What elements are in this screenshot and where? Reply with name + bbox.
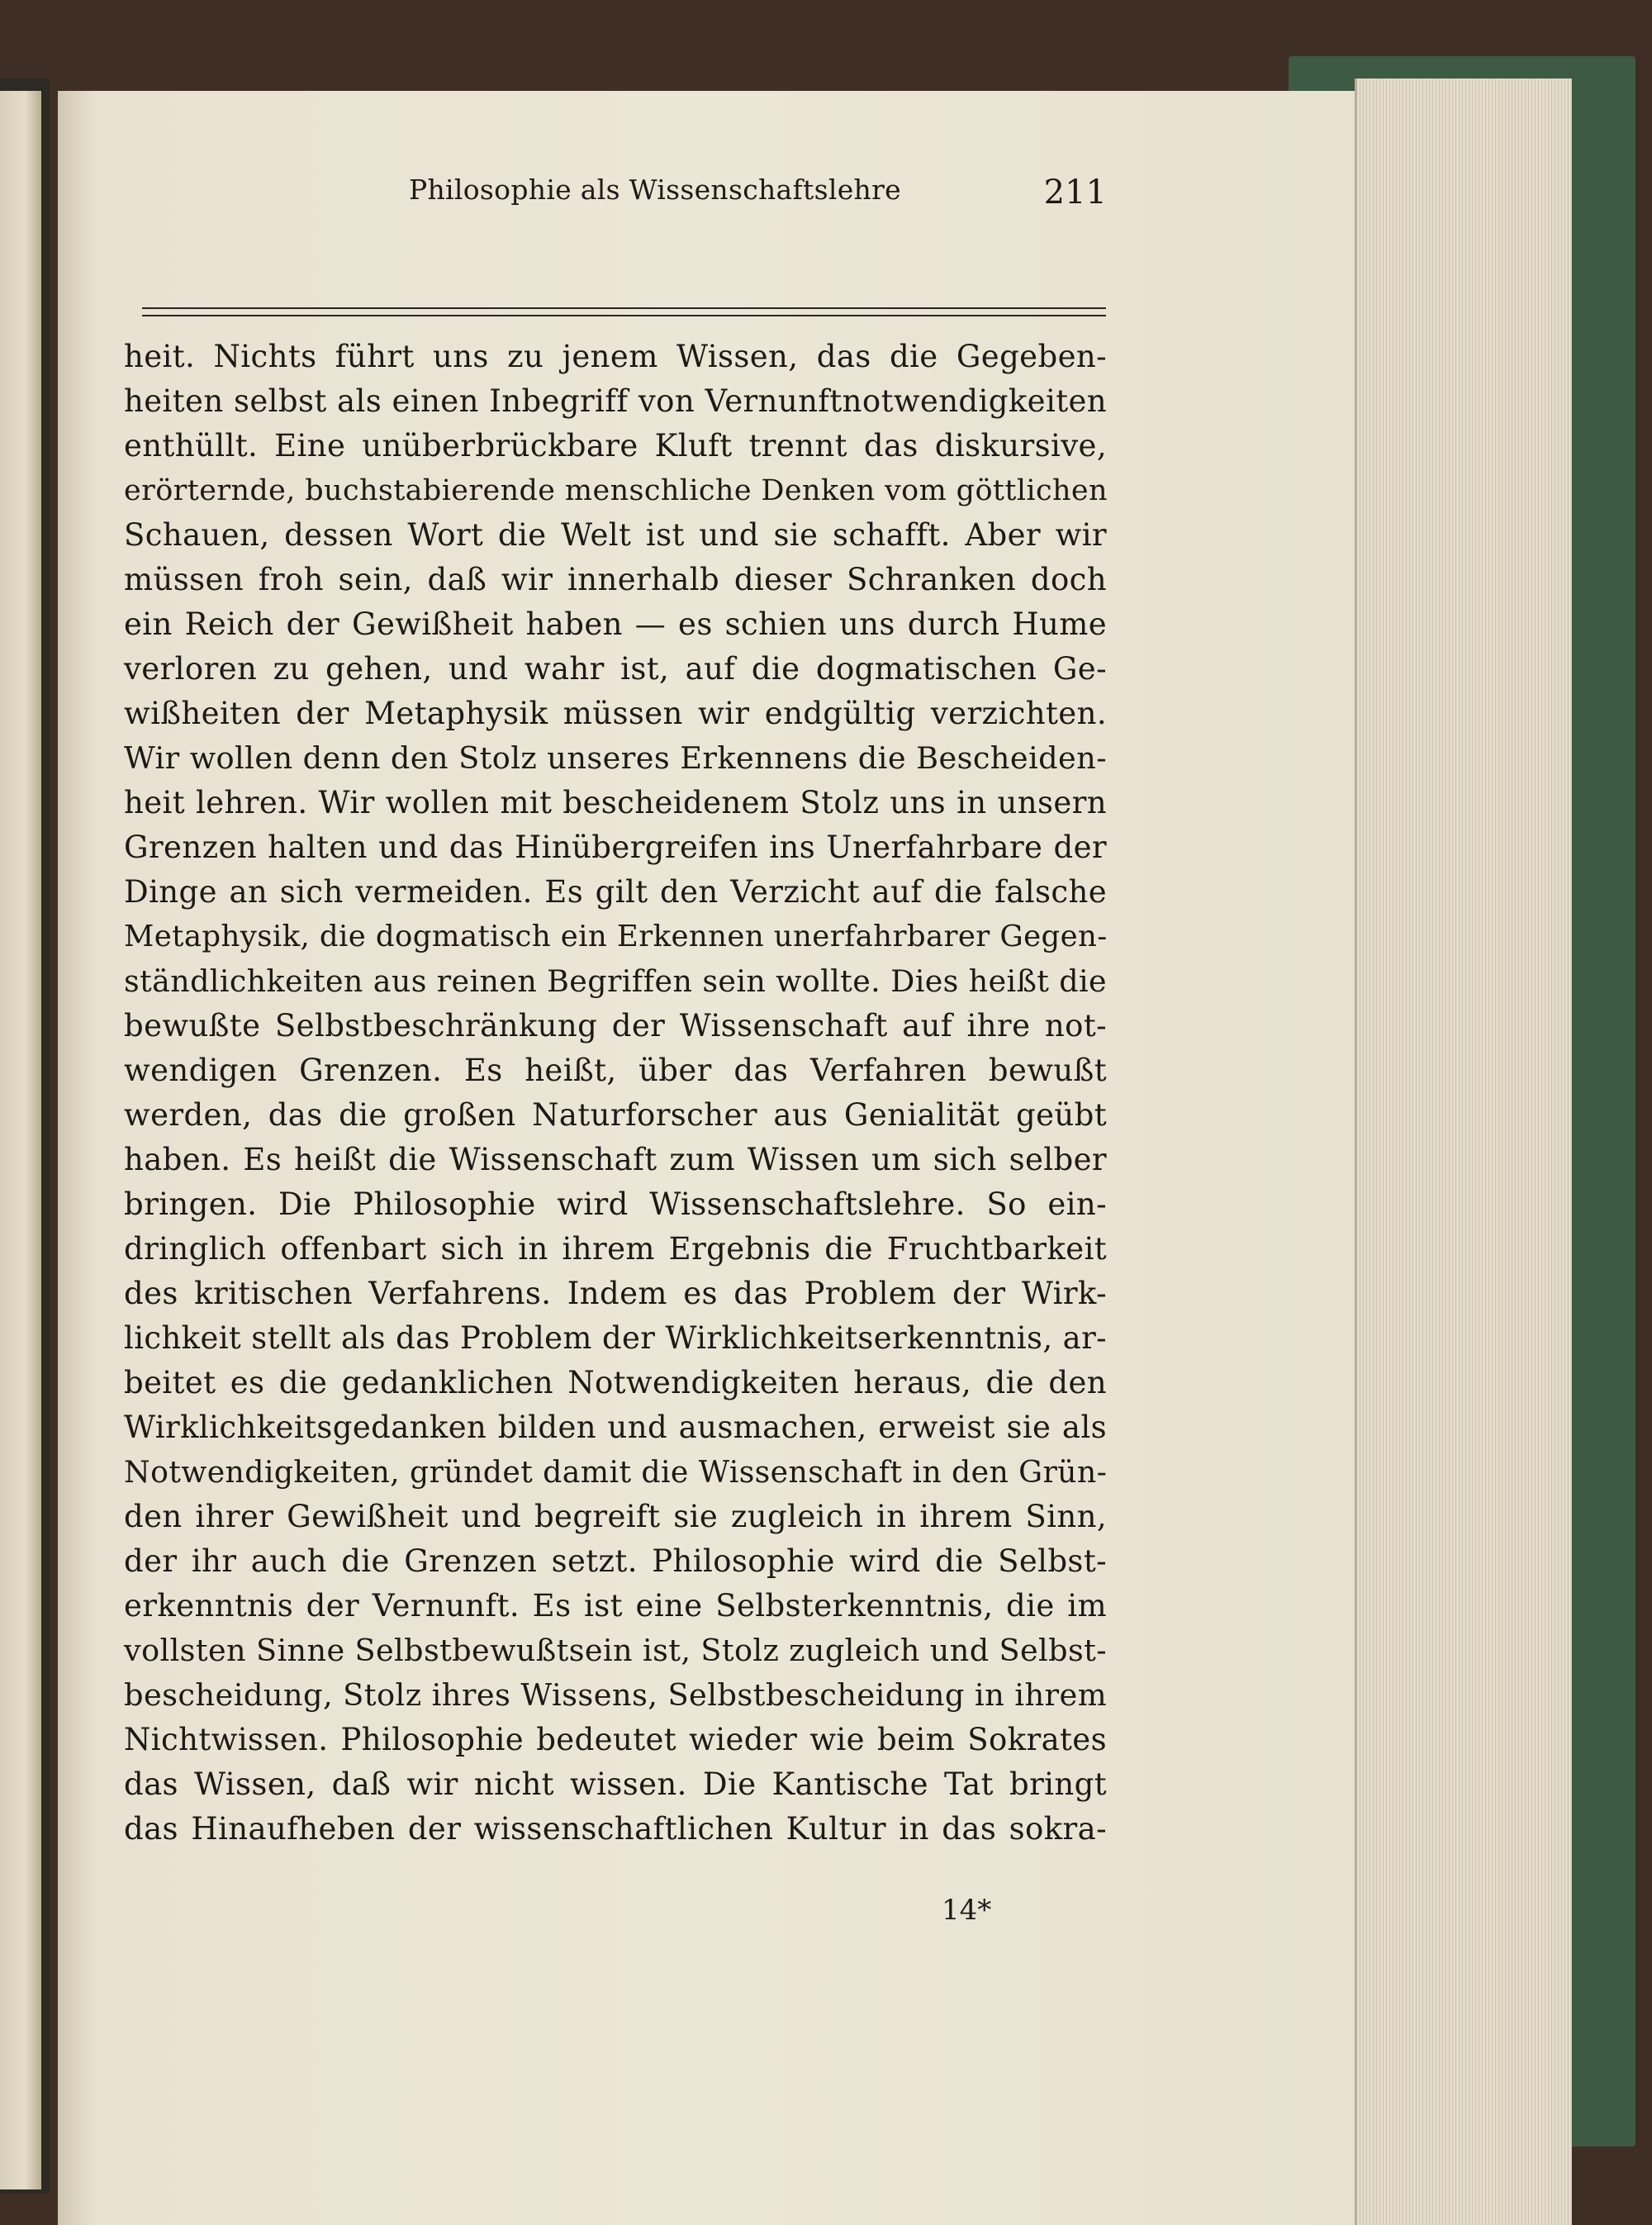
text-line: Wirklichkeitsgedanken bilden und ausmachen, erweist sie als [124,1410,1107,1445]
text-line: den ihrer Gewißheit und begreift sie zugleich in ihrem Sinn, [124,1499,1107,1534]
page-block-edge [1355,78,1572,2225]
text-line: wißheiten der Metaphysik müssen wir endgültig verzichten. [124,696,1107,731]
text-line: dringlich offenbart sich in ihrem Ergebnis die Fruchtbarkeit [124,1231,1107,1267]
running-header [145,174,1107,223]
text-line: müssen froh sein, daß wir innerhalb dieser Schranken doch [124,562,1107,597]
text-line: erörternde, buchstabierende menschliche Denken vom göttlichen [124,474,1108,507]
text-line: vollsten Sinne Selbstbewußtsein ist, Stolz zugleich und Selbst- [124,1633,1107,1668]
text-line: heit. Nichts führt uns zu jenem Wissen, das die Gegeben- [124,339,1107,374]
text-line: lichkeit stellt als das Problem der Wirklichkeitserkenntnis, ar- [124,1320,1107,1356]
header-rule-top [142,307,1106,309]
text-line: beitet es die gedanklichen Notwendigkeiten heraus, die den [124,1365,1107,1400]
text-line: ständlichkeiten aus reinen Begriffen sein wollte. Dies heißt die [124,963,1107,999]
text-line: verloren zu gehen, und wahr ist, auf die dogmatischen Ge- [124,651,1107,687]
text-line: Nichtwissen. Philosophie bedeutet wieder wie beim Sokrates [124,1722,1107,1757]
text-line: heit lehren. Wir wollen mit bescheidenem Stolz uns in unsern [124,785,1107,820]
text-line: haben. Es heißt die Wissenschaft zum Wissen um sich selber [124,1142,1107,1177]
text-line: werden, das die großen Naturforscher aus Genialität geübt [124,1097,1107,1133]
running-title: Philosophie als Wissenschaftslehre [409,174,901,206]
text-line: Metaphysik, die dogmatisch ein Erkennen unerfahrbarer Gegen- [124,920,1108,953]
header-rule-bottom [142,315,1106,316]
text-line: Dinge an sich vermeiden. Es gilt den Verzicht auf die falsche [124,874,1107,910]
text-line: bewußte Selbstbeschränkung der Wissenschaft auf ihre not- [124,1008,1107,1044]
text-line: Schauen, dessen Wort die Welt ist und sie schafft. Aber wir [124,517,1107,553]
text-line: das Hinaufheben der wissenschaftlichen Kultur in das sokra- [124,1811,1107,1847]
text-line: des kritischen Verfahrens. Indem es das Problem der Wirk- [124,1276,1107,1311]
text-line: erkenntnis der Vernunft. Es ist eine Selbsterkenntnis, die im [124,1588,1107,1624]
text-line: ein Reich der Gewißheit haben — es schien uns durch Hume [124,606,1107,642]
signature-mark: 14* [942,1894,992,1927]
text-line: wendigen Grenzen. Es heißt, über das Verfahren bewußt [124,1053,1107,1088]
text-line: bescheidung, Stolz ihres Wissens, Selbstbescheidung in ihrem [124,1677,1107,1713]
text-line: Notwendigkeiten, gründet damit die Wissenschaft in den Grün- [124,1454,1108,1490]
text-line: enthüllt. Eine unüberbrückbare Kluft trennt das diskursive, [124,428,1107,464]
text-line: heiten selbst als einen Inbegriff von Vernunftnotwendigkeiten [124,383,1107,419]
text-line: bringen. Die Philosophie wird Wissenschaftslehre. So ein- [124,1186,1107,1222]
text-line: das Wissen, daß wir nicht wissen. Die Kantische Tat bringt [124,1766,1107,1802]
text-line: der ihr auch die Grenzen setzt. Philosophie wird die Selbst- [124,1543,1107,1579]
text-line: Wir wollen denn den Stolz unseres Erkennens die Bescheiden- [124,740,1107,776]
body-text [124,335,1107,1852]
page-number: 211 [1043,174,1107,212]
left-page-edge [0,91,41,2189]
text-line: Grenzen halten und das Hinübergreifen ins Unerfahrbare der [124,830,1107,865]
